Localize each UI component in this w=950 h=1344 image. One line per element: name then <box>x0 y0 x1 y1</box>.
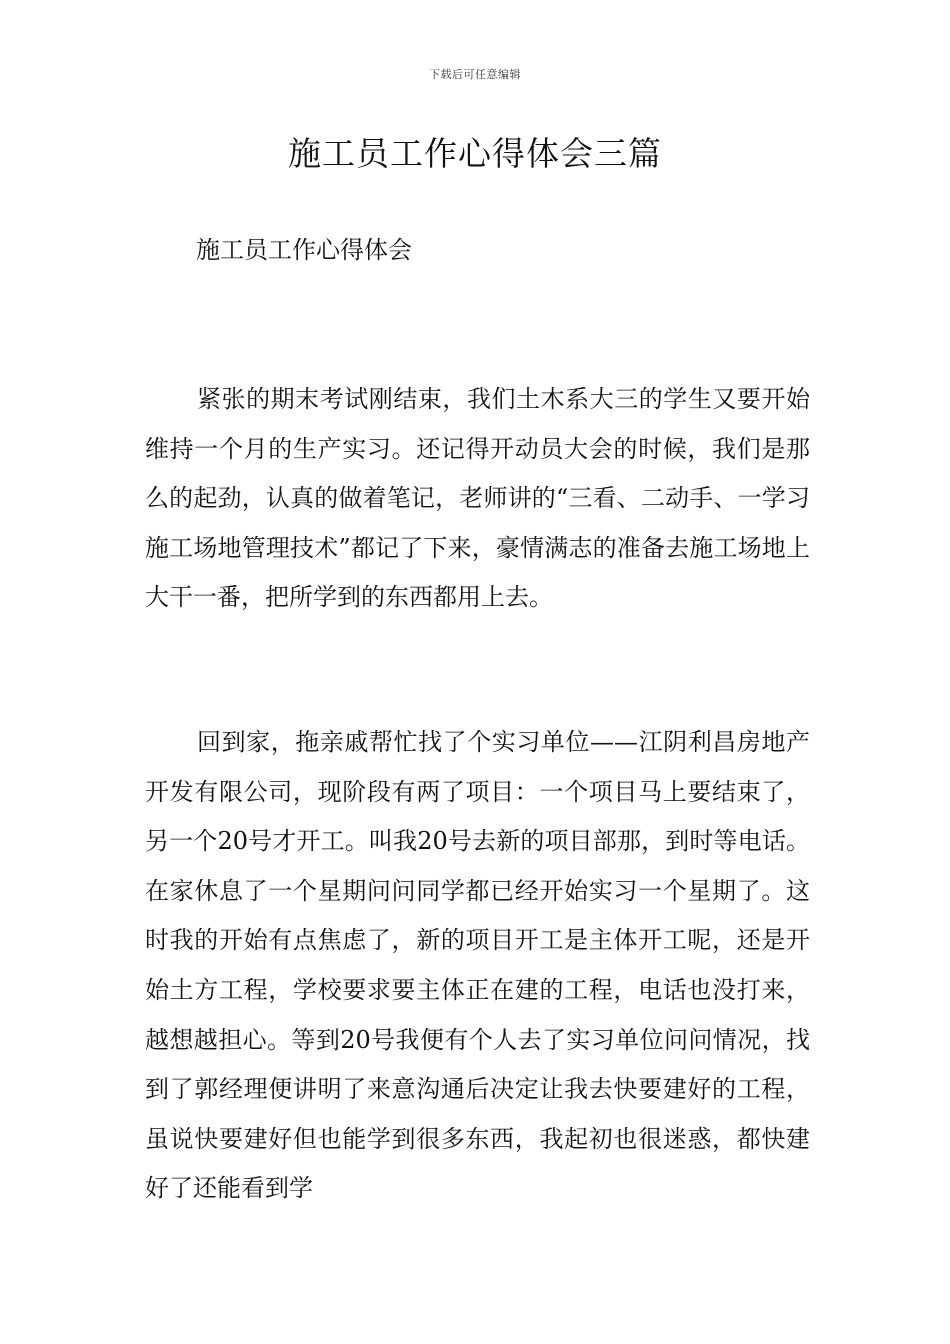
header-note: 下载后可任意编辑 <box>429 68 521 81</box>
section-subtitle: 施工员工作心得体会 <box>196 236 412 264</box>
paragraph-2: 回到家，拖亲戚帮忙找了个实习单位——江阴利昌房地产开发有限公司，现阶段有两了项目：一个项目马上要结束了，另一个20号才开工。叫我20号去新的项目部那，到时等电话。在家休息了一个星期问问同学都已经开始实习一个星期了。这时我的开始有点焦虑了，新的项目开工是主体开工呢，还是开始土方工程，学校要求要主体正在建的工程，电话也没打来，越想越担心。等到20号我便有个人去了实习单位问问情况，找到了郭经理便讲明了来意沟通后决定让我去快要建好的工程，虽说快要建好但也能学到很多东西，我起初也很迷惑，都快建好了还能看到学 <box>145 728 810 1203</box>
paragraph-1: 紧张的期末考试刚结束，我们土木系大三的学生又要开始维持一个月的生产实习。还记得开动员大会的时候，我们是那么的起劲，认真的做着笔记，老师讲的“三看、二动手、一学习施工场地管理技术”都记了下来，豪情满志的准备去施工场地上大干一番，把所学到的东西都用上去。 <box>145 385 810 612</box>
document-title: 施工员工作心得体会三篇 <box>288 134 662 173</box>
